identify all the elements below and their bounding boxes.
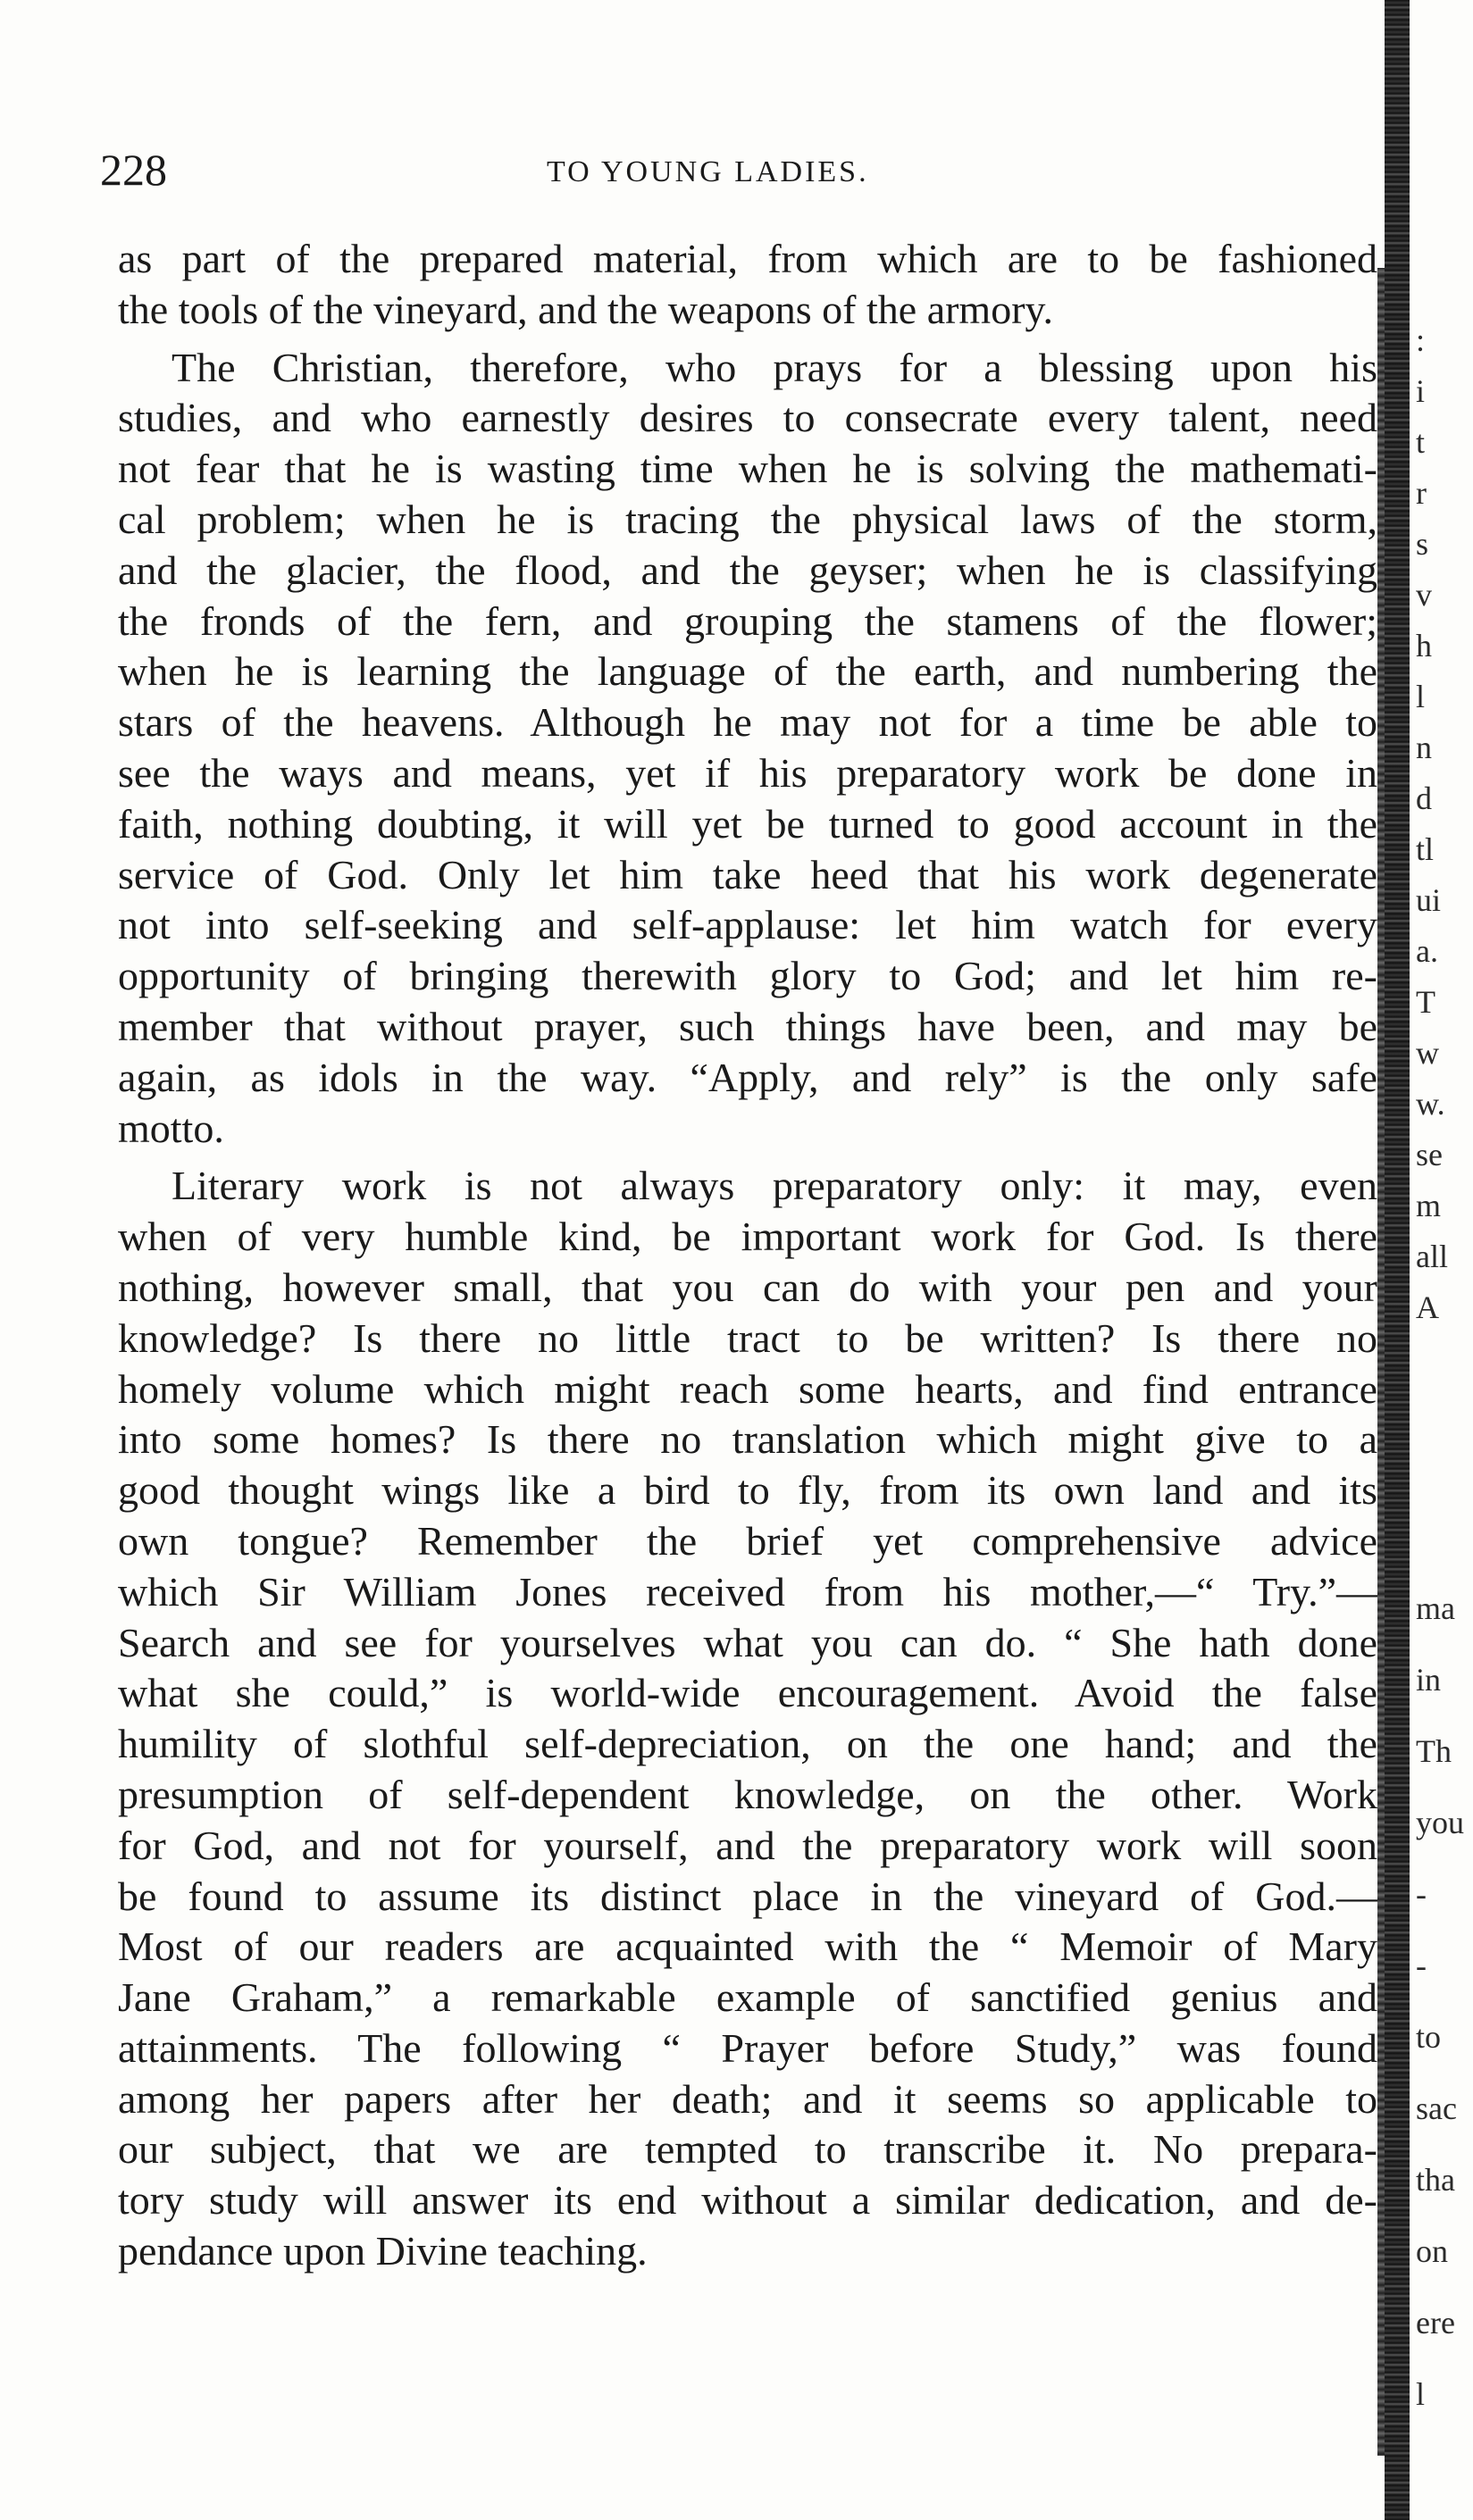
text-line: The Christian, therefore, who prays for a blessing upon his — [172, 344, 1377, 390]
bleed-fragment: on — [1416, 2233, 1448, 2269]
text-line: and the glacier, the flood, and the geyser; when he is classifying — [118, 547, 1377, 593]
binding-edge — [1385, 0, 1410, 2520]
text-line: homely volume which might reach some hearts, and find entrance — [118, 1365, 1377, 1412]
text-line: knowledge? Is there no little tract to be written? Is there no — [118, 1314, 1377, 1361]
page-number: 228 — [100, 145, 167, 195]
text-line: Most of our readers are acquainted with the “ Memoir of Mary — [118, 1923, 1377, 1970]
text-line: pendance upon Divine teaching. — [118, 2228, 648, 2274]
text-line: not into self-seeking and self-applause: let him watch for every — [118, 902, 1377, 948]
text-line: good thought wings like a bird to fly, from its own land and its — [118, 1467, 1377, 1514]
bleed-fragment: - — [1416, 1948, 1427, 1983]
text-line: attainments. The following “ Prayer before Study,” was found — [118, 2024, 1377, 2071]
text-line: humility of slothful self-depreciation, on the one hand; and the — [118, 1721, 1377, 1767]
bleed-fragment: - — [1416, 1876, 1427, 1912]
text-line: the tools of the vineyard, and the weapons of the armory. — [118, 286, 1054, 332]
text-line: what she could,” is world-wide encouragement. Avoid the false — [118, 1670, 1377, 1716]
bleed-fragment: h — [1416, 628, 1432, 663]
bleed-fragment: t — [1416, 424, 1426, 460]
bleed-fragment: all — [1416, 1239, 1448, 1274]
text-line: opportunity of bringing therewith glory to God; and let him re- — [118, 953, 1377, 999]
paragraph — [118, 343, 1377, 1155]
text-line: our subject, that we are tempted to transcribe it. No prepara- — [118, 2126, 1377, 2173]
bleed-fragment: r — [1416, 475, 1427, 511]
text-line: studies, and who earnestly desires to consecrate every talent, need — [118, 395, 1377, 441]
text-line: faith, nothing doubting, it will yet be turned to good account in the — [118, 800, 1377, 847]
text-line: when of very humble kind, be important work for God. Is there — [118, 1214, 1377, 1260]
text-line: which Sir William Jones received from his mother,—“ Try.”— — [118, 1568, 1377, 1615]
text-line: tory study will answer its end without a similar dedication, and de- — [118, 2177, 1377, 2224]
text-line: not fear that he is wasting time when he is solving the mathemati- — [118, 446, 1377, 492]
text-line: Jane Graham,” a remarkable example of sanctified genius and — [118, 1974, 1377, 2021]
bleed-fragment: w — [1416, 1035, 1439, 1071]
bleed-fragment: ma — [1416, 1590, 1455, 1626]
text-line: presumption of self-dependent knowledge, on the other. Work — [118, 1771, 1377, 1817]
text-line: member that without prayer, such things have been, and may be — [118, 1003, 1377, 1049]
text-line: Literary work is not always preparatory only: it may, even — [172, 1163, 1377, 1209]
bleed-fragment: s — [1416, 526, 1429, 562]
bleed-fragment: T — [1416, 984, 1435, 1020]
bleed-fragment: sac — [1416, 2090, 1457, 2126]
paragraph — [118, 1161, 1377, 2277]
bleed-fragment: d — [1416, 780, 1432, 816]
text-line: service of God. Only let him take heed that his work degenerate — [118, 851, 1377, 897]
bleed-fragment: A — [1416, 1289, 1439, 1325]
bleed-fragment: : — [1416, 322, 1426, 358]
bleed-fragment: in — [1416, 1662, 1442, 1698]
text-line: own tongue? Remember the brief yet comprehensive advice — [118, 1517, 1377, 1564]
bleed-fragment: you — [1416, 1805, 1464, 1840]
bleed-fragment: tha — [1416, 2162, 1455, 2198]
text-line: motto. — [118, 1105, 224, 1151]
paragraph — [118, 234, 1377, 336]
text-line: see the ways and means, yet if his preparatory work be done in — [118, 749, 1377, 796]
bleed-fragment: m — [1416, 1188, 1442, 1223]
text-line: the fronds of the fern, and grouping the stamens of the flower; — [118, 597, 1377, 644]
text-line: Search and see for yourselves what you can do. “ She hath done — [118, 1619, 1377, 1665]
bleed-fragment: ui — [1416, 882, 1442, 918]
text-line: stars of the heavens. Although he may not for a time be able to — [118, 699, 1377, 746]
text-line: into some homes? Is there no translation which might give to a — [118, 1416, 1377, 1463]
bleed-fragment: l — [1416, 2376, 1426, 2412]
bleed-fragment: Th — [1416, 1733, 1452, 1769]
bleed-fragment: to — [1416, 2019, 1442, 2055]
bleed-fragment: a. — [1416, 933, 1438, 969]
text-line: among her papers after her death; and it seems so applicable to — [118, 2075, 1377, 2122]
text-line: cal problem; when he is tracing the physical laws of the storm, — [118, 496, 1377, 542]
text-line: when he is learning the language of the earth, and numbering the — [118, 648, 1377, 695]
text-line: again, as idols in the way. “Apply, and rely” is the only safe — [118, 1054, 1377, 1100]
text-line: for God, and not for yourself, and the preparatory work will soon — [118, 1822, 1377, 1868]
text-line: be found to assume its distinct place in the vineyard of God.— — [118, 1873, 1377, 1919]
text-line: nothing, however small, that you can do with your pen and your — [118, 1264, 1377, 1310]
bleed-fragment: tl — [1416, 831, 1435, 867]
bleed-fragment: v — [1416, 577, 1432, 613]
running-title: TO YOUNG LADIES. — [547, 155, 869, 188]
bleed-fragment: se — [1416, 1137, 1443, 1172]
bleed-fragment: ere — [1416, 2305, 1455, 2341]
running-head — [100, 143, 1377, 196]
bleed-fragment: n — [1416, 730, 1432, 765]
bleed-fragment: l — [1416, 679, 1426, 714]
body-text — [118, 234, 1377, 2277]
bleed-fragment: w. — [1416, 1086, 1445, 1122]
text-line: as part of the prepared material, from which are to be fashioned — [118, 236, 1377, 281]
bleed-fragment: i — [1416, 373, 1426, 409]
